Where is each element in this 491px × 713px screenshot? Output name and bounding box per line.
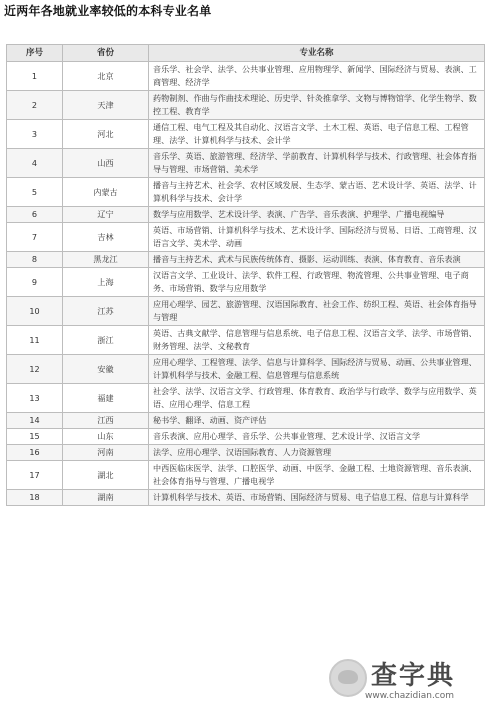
table-row bbox=[7, 445, 485, 461]
row-number: 15 bbox=[7, 429, 63, 445]
row-province: 北京 bbox=[63, 62, 149, 91]
row-province: 浙江 bbox=[63, 326, 149, 355]
row-majors: 数学与应用数学、艺术设计学、表演、广告学、音乐表演、护理学、广播电视编导 bbox=[149, 207, 485, 223]
table-body bbox=[7, 62, 485, 506]
table-row bbox=[7, 413, 485, 429]
row-majors: 音乐学、社会学、法学、公共事业管理、应用物理学、新闻学、国际经济与贸易、表演、工商管理、经济学 bbox=[149, 62, 485, 91]
row-majors: 汉语言文学、工业设计、法学、软件工程、行政管理、物流管理、公共事业管理、电子商务、市场营销、数学与应用数学 bbox=[149, 268, 485, 297]
table-row bbox=[7, 297, 485, 326]
table-row bbox=[7, 268, 485, 297]
table-row bbox=[7, 355, 485, 384]
row-number: 10 bbox=[7, 297, 63, 326]
row-number: 7 bbox=[7, 223, 63, 252]
row-province: 吉林 bbox=[63, 223, 149, 252]
row-number: 3 bbox=[7, 120, 63, 149]
table-row bbox=[7, 91, 485, 120]
row-province: 江西 bbox=[63, 413, 149, 429]
header-major-names: 专业名称 bbox=[149, 45, 485, 62]
page-title: 近两年各地就业率较低的本科专业名单 bbox=[4, 4, 212, 18]
row-province: 上海 bbox=[63, 268, 149, 297]
table-header-row bbox=[7, 45, 485, 62]
majors-table bbox=[6, 44, 485, 506]
header-province: 省份 bbox=[63, 45, 149, 62]
row-province: 辽宁 bbox=[63, 207, 149, 223]
row-number: 11 bbox=[7, 326, 63, 355]
table-row bbox=[7, 461, 485, 490]
row-majors: 播音与主持艺术、武术与民族传统体育、摄影、运动训练、表演、体育教育、音乐表演 bbox=[149, 252, 485, 268]
table-row bbox=[7, 490, 485, 506]
row-province: 江苏 bbox=[63, 297, 149, 326]
row-number: 12 bbox=[7, 355, 63, 384]
table-row bbox=[7, 178, 485, 207]
row-number: 4 bbox=[7, 149, 63, 178]
table-row bbox=[7, 120, 485, 149]
table-row bbox=[7, 429, 485, 445]
row-number: 6 bbox=[7, 207, 63, 223]
row-province: 天津 bbox=[63, 91, 149, 120]
row-number: 13 bbox=[7, 384, 63, 413]
row-number: 2 bbox=[7, 91, 63, 120]
table-row bbox=[7, 207, 485, 223]
table-row bbox=[7, 326, 485, 355]
row-majors: 社会学、法学、汉语言文学、行政管理、体育教育、政治学与行政学、数学与应用数学、英语、应用心理学、信息工程 bbox=[149, 384, 485, 413]
row-majors: 中西医临床医学、法学、口腔医学、动画、中医学、金融工程、土地资源管理、音乐表演、社会体育指导与管理、广播电视学 bbox=[149, 461, 485, 490]
row-province: 福建 bbox=[63, 384, 149, 413]
row-majors: 计算机科学与技术、英语、市场营销、国际经济与贸易、电子信息工程、信息与计算科学 bbox=[149, 490, 485, 506]
table-row bbox=[7, 252, 485, 268]
watermark bbox=[325, 653, 485, 711]
row-province: 湖北 bbox=[63, 461, 149, 490]
row-majors: 通信工程、电气工程及其自动化、汉语言文学、土木工程、英语、电子信息工程、工程管理、法学、计算机科学与技术、会计学 bbox=[149, 120, 485, 149]
row-majors: 秘书学、翻译、动画、资产评估 bbox=[149, 413, 485, 429]
row-province: 黑龙江 bbox=[63, 252, 149, 268]
table-row bbox=[7, 223, 485, 252]
row-number: 14 bbox=[7, 413, 63, 429]
table-row bbox=[7, 62, 485, 91]
table-row bbox=[7, 149, 485, 178]
row-province: 山西 bbox=[63, 149, 149, 178]
row-majors: 音乐表演、应用心理学、音乐学、公共事业管理、艺术设计学、汉语言文学 bbox=[149, 429, 485, 445]
row-majors: 法学、应用心理学、汉语国际教育、人力资源管理 bbox=[149, 445, 485, 461]
row-majors: 英语、古典文献学、信息管理与信息系统、电子信息工程、汉语言文学、法学、市场营销、财务管理、法学、文秘教育 bbox=[149, 326, 485, 355]
row-number: 1 bbox=[7, 62, 63, 91]
mascot-logo-icon bbox=[329, 659, 367, 697]
row-province: 湖南 bbox=[63, 490, 149, 506]
row-province: 河南 bbox=[63, 445, 149, 461]
row-majors: 英语、市场营销、计算机科学与技术、艺术设计学、国际经济与贸易、日语、工商管理、汉语言文学、美术学、动画 bbox=[149, 223, 485, 252]
row-majors: 应用心理学、工程管理、法学、信息与计算科学、国际经济与贸易、动画、公共事业管理、计算机科学与技术、金融工程、信息管理与信息系统 bbox=[149, 355, 485, 384]
row-province: 山东 bbox=[63, 429, 149, 445]
header-number: 序号 bbox=[7, 45, 63, 62]
row-province: 内蒙古 bbox=[63, 178, 149, 207]
row-province: 河北 bbox=[63, 120, 149, 149]
row-number: 17 bbox=[7, 461, 63, 490]
row-number: 5 bbox=[7, 178, 63, 207]
row-number: 8 bbox=[7, 252, 63, 268]
row-number: 18 bbox=[7, 490, 63, 506]
row-majors: 播音与主持艺术、社会学、农村区域发展、生态学、蒙古语、艺术设计学、英语、法学、计算机科学与技术、会计学 bbox=[149, 178, 485, 207]
row-majors: 药物制剂、作曲与作曲技术理论、历史学、针灸推拿学、文物与博物馆学、化学生物学、数控工程、教育学 bbox=[149, 91, 485, 120]
row-majors: 音乐学、英语、旅游管理、经济学、学前教育、计算机科学与技术、行政管理、社会体育指导与管理、市场营销、美术学 bbox=[149, 149, 485, 178]
row-majors: 应用心理学、园艺、旅游管理、汉语国际教育、社会工作、纺织工程、英语、社会体育指导与管理 bbox=[149, 297, 485, 326]
table-row bbox=[7, 384, 485, 413]
watermark-url: www.chazidian.com bbox=[365, 691, 455, 701]
row-province: 安徽 bbox=[63, 355, 149, 384]
row-number: 16 bbox=[7, 445, 63, 461]
row-number: 9 bbox=[7, 268, 63, 297]
watermark-brand: 查字典 bbox=[371, 661, 456, 691]
